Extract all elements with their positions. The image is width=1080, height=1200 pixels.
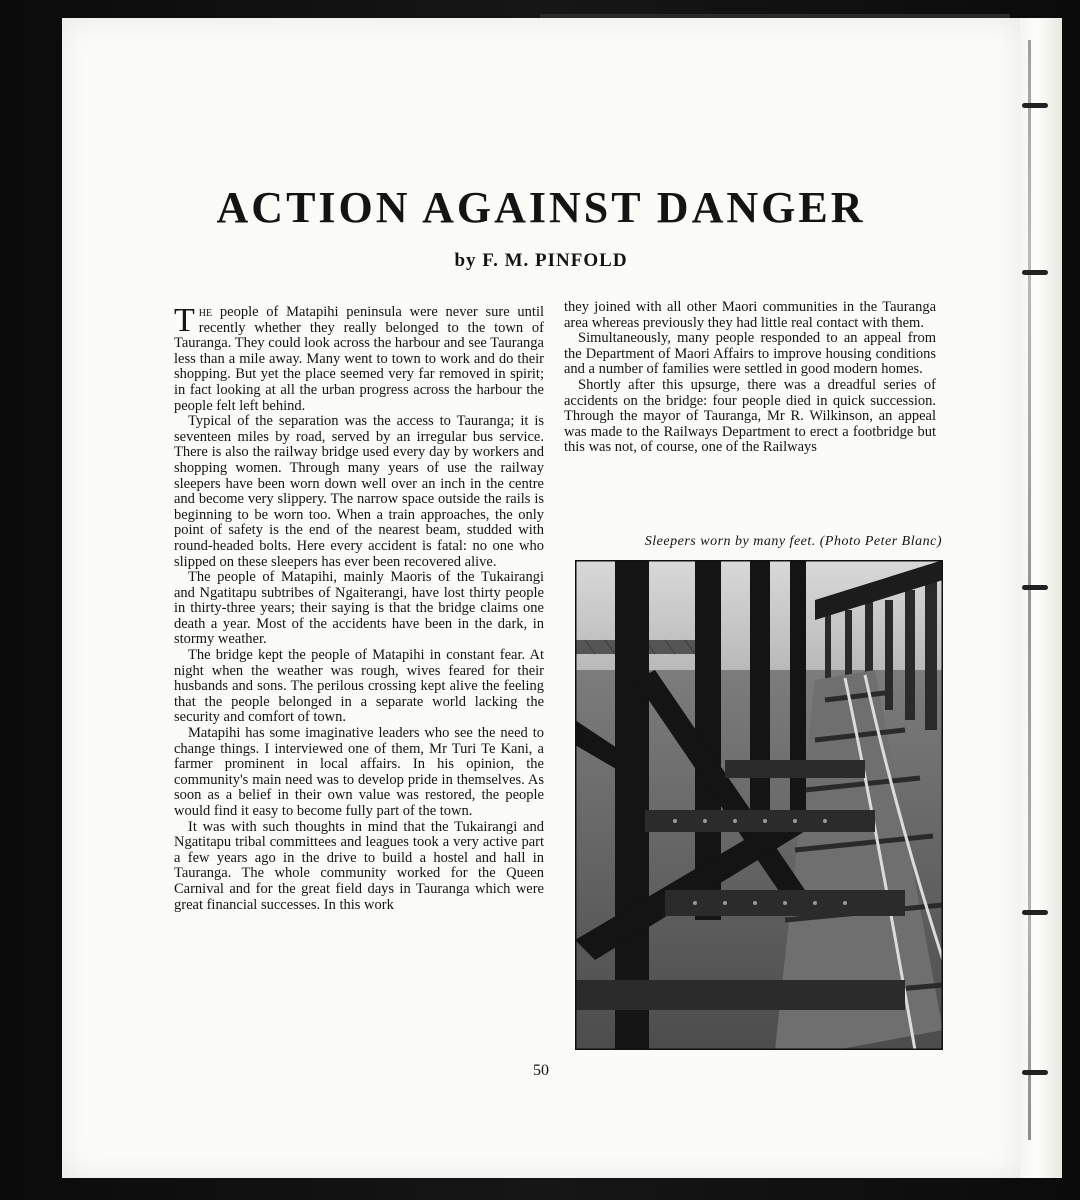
binding-mark bbox=[1022, 910, 1048, 915]
binding-mark bbox=[1022, 1070, 1048, 1075]
article-title: ACTION AGAINST DANGER bbox=[216, 183, 866, 232]
left-column bbox=[174, 302, 544, 913]
body-paragraph: Shortly after this upsurge, there was a dreadful series of accidents on the bridge: four people died in quick succession. Through the mayor of Tauranga, Mr R. Wilkinson, an appeal was made to the Railways Department to erect a footbridge but this was not, of course, one of the Railways bbox=[564, 376, 936, 456]
binding-mark bbox=[1022, 103, 1048, 108]
binding-shadow bbox=[1028, 40, 1031, 1140]
lead-smallcaps: he bbox=[198, 304, 213, 320]
body-paragraph: Matapihi has some imaginative leaders who see the need to change things. I interviewed one of them, Mr Turi Te Kani, a farmer prominent in local affairs. In his opinion, the community's main need was to develop pride in themselves. As soon as a belief in their own value was restored, the people would find it easy to become fully part of the town. bbox=[174, 725, 544, 819]
page-top-rule bbox=[540, 14, 1010, 18]
body-paragraph: The bridge kept the people of Matapihi in constant fear. At night when the weather was rough, wives feared for their husbands and sons. The perilous crossing kept alive the feeling that the people belonged in a separate world lacking the security and comfort of town. bbox=[174, 647, 544, 726]
lead-text: people of Matapihi peninsula were never sure until recently whether they really belonged to the town of Tauranga. They could look across the harbour and see Tauranga less than a mile away. Many went to town to work and do their shopping. But yet the place seemed very far removed in spirit; in fact looking at all the urban progress across the harbour the people felt left behind. bbox=[174, 304, 544, 414]
page-number: 50 bbox=[533, 1062, 549, 1079]
article-byline: by F. M. PINFOLD bbox=[454, 250, 628, 271]
binding-mark bbox=[1022, 585, 1048, 590]
body-paragraph: The people of Matapihi, mainly Maoris of the Tukairangi and Ngatitapu subtribes of Ngaiterangi, have lost thirty people in thirty-three years; their saying is that the bridge claims one death a year. Most of the accidents have been in the dark, in stormy weather. bbox=[174, 569, 544, 648]
photo-caption: Sleepers worn by many feet. (Photo Peter Blanc) bbox=[644, 534, 942, 549]
lead-paragraph bbox=[174, 302, 544, 414]
facing-page-edge bbox=[1020, 18, 1062, 1178]
body-paragraph: they joined with all other Maori communities in the Tauranga area whereas previously they had little real contact with them. bbox=[564, 299, 936, 331]
bridge-photo bbox=[575, 560, 943, 1050]
binding-mark bbox=[1022, 270, 1048, 275]
drop-cap: T bbox=[174, 302, 195, 339]
body-paragraph: Typical of the separation was the access to Tauranga; it is seventeen miles by road, served by an irregular bus service. There is also the railway bridge used every day by workers and shopping women. Through many years of use the railway sleepers have been worn down well over an inch in the centre and become very slippery. The narrow space outside the rails is beginning to be worn too. When a train approaches, the only point of safety is the end of the nearest beam, studded with round-headed bolts. Here every accident is fatal: no one who slipped on these sleepers has ever been recovered alive. bbox=[174, 413, 544, 570]
body-paragraph: It was with such thoughts in mind that the Tukairangi and Ngatitapu tribal committees and leagues took a very active part a few years ago in the drive to build a hostel and hall in Tauranga. The whole community worked for the Queen Carnival and for the great field days in Tauranga which were great financial successes. In this work bbox=[174, 818, 544, 913]
right-column bbox=[564, 300, 936, 456]
body-paragraph: Simultaneously, many people responded to an appeal from the Department of Maori Affairs to improve housing conditions and a number of families were settled in good modern homes. bbox=[564, 330, 936, 378]
